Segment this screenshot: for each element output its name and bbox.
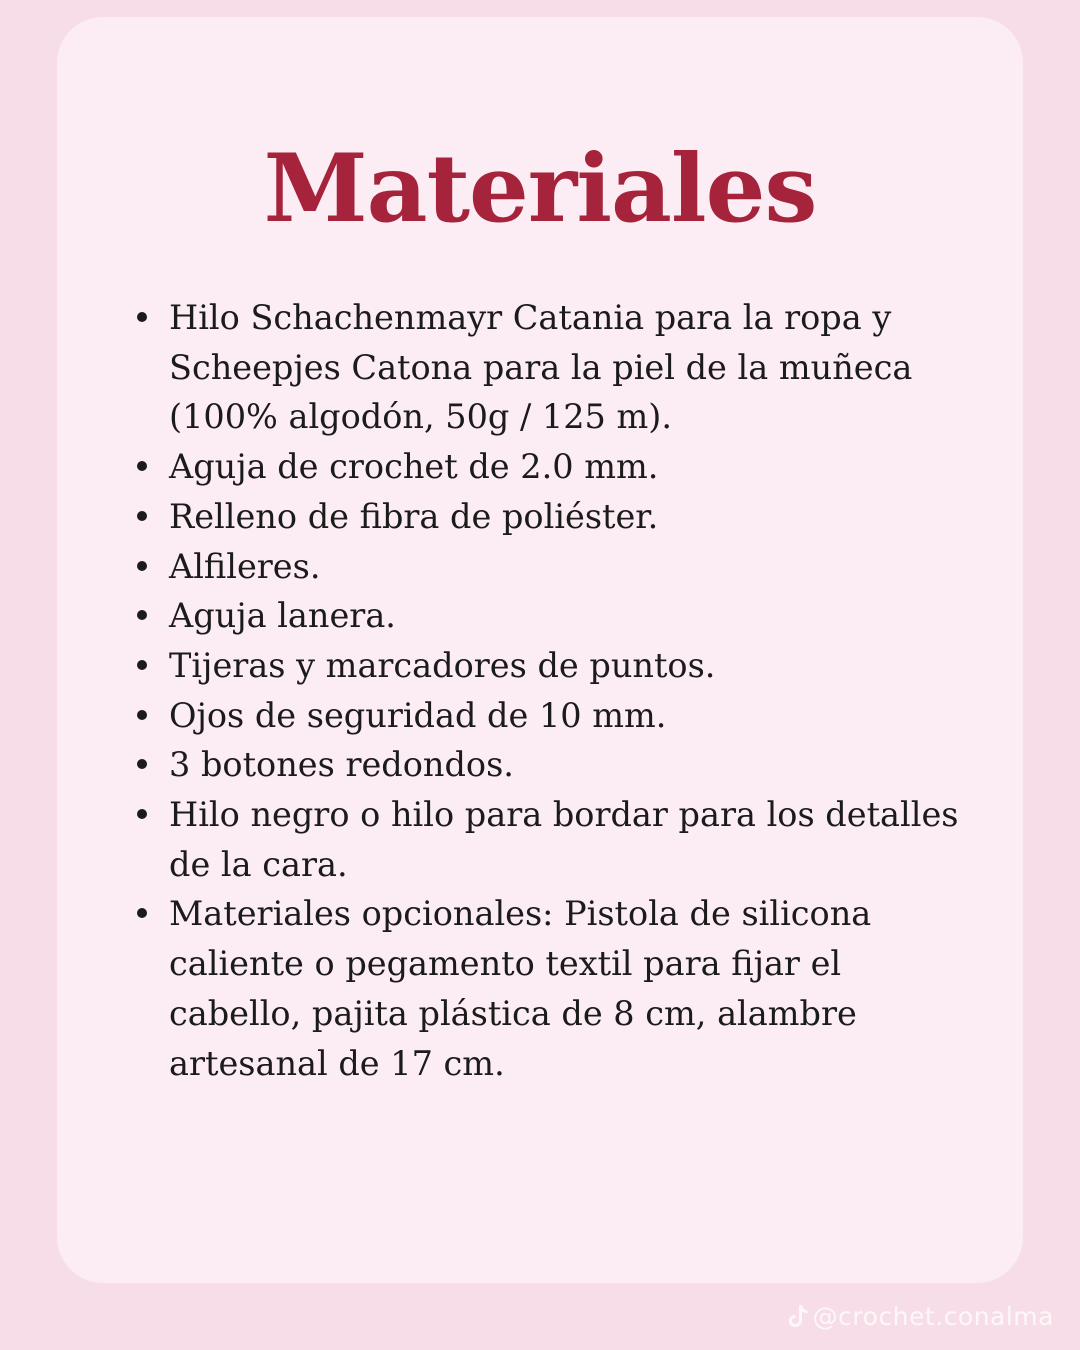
page-title: Materiales (263, 134, 817, 244)
bullet-icon (137, 511, 147, 521)
bullet-icon (137, 660, 147, 670)
list-item (169, 293, 969, 442)
list-item (169, 691, 969, 741)
list-item (169, 889, 969, 1088)
list-item-text: Aguja lanera. (169, 596, 396, 636)
bullet-icon (137, 759, 147, 769)
list-item-text: Hilo Schachenmayr Catania para la ropa y Scheepjes Catona para la piel de la muñeca (100% algodón, 50g / 125 m). (169, 298, 913, 437)
materials-card (57, 17, 1023, 1283)
bullet-icon (137, 610, 147, 620)
list-item-text: 3 botones redondos. (169, 745, 514, 785)
bullet-icon (137, 908, 147, 918)
list-item (169, 591, 969, 641)
bullet-icon (137, 809, 147, 819)
list-item-text: Tijeras y marcadores de puntos. (169, 645, 716, 685)
list-item (169, 542, 969, 592)
bullet-icon (137, 561, 147, 571)
list-item (169, 790, 969, 889)
list-item-text: Materiales opcionales: Pistola de silicona caliente o pegamento textil para fijar el cabello, pajita plástica de 8 cm, alambre artesanal de 17 cm. (169, 894, 872, 1083)
bullet-icon (137, 312, 147, 322)
bullet-icon (137, 710, 147, 720)
list-item (169, 641, 969, 691)
watermark-handle: @crochet.conalma (812, 1301, 1054, 1331)
list-item (169, 492, 969, 542)
list-item-text: Aguja de crochet de 2.0 mm. (169, 447, 659, 487)
list-item-text: Ojos de seguridad de 10 mm. (169, 695, 667, 735)
list-item (169, 442, 969, 492)
watermark (787, 1296, 1054, 1336)
materials-list (169, 293, 969, 1088)
list-item-text: Hilo negro o hilo para bordar para los detalles de la cara. (169, 795, 959, 884)
list-item-text: Relleno de fibra de poliéster. (169, 496, 659, 536)
list-item (169, 740, 969, 790)
bullet-icon (137, 461, 147, 471)
tiktok-icon (787, 1303, 809, 1329)
list-item-text: Alfileres. (169, 546, 321, 586)
